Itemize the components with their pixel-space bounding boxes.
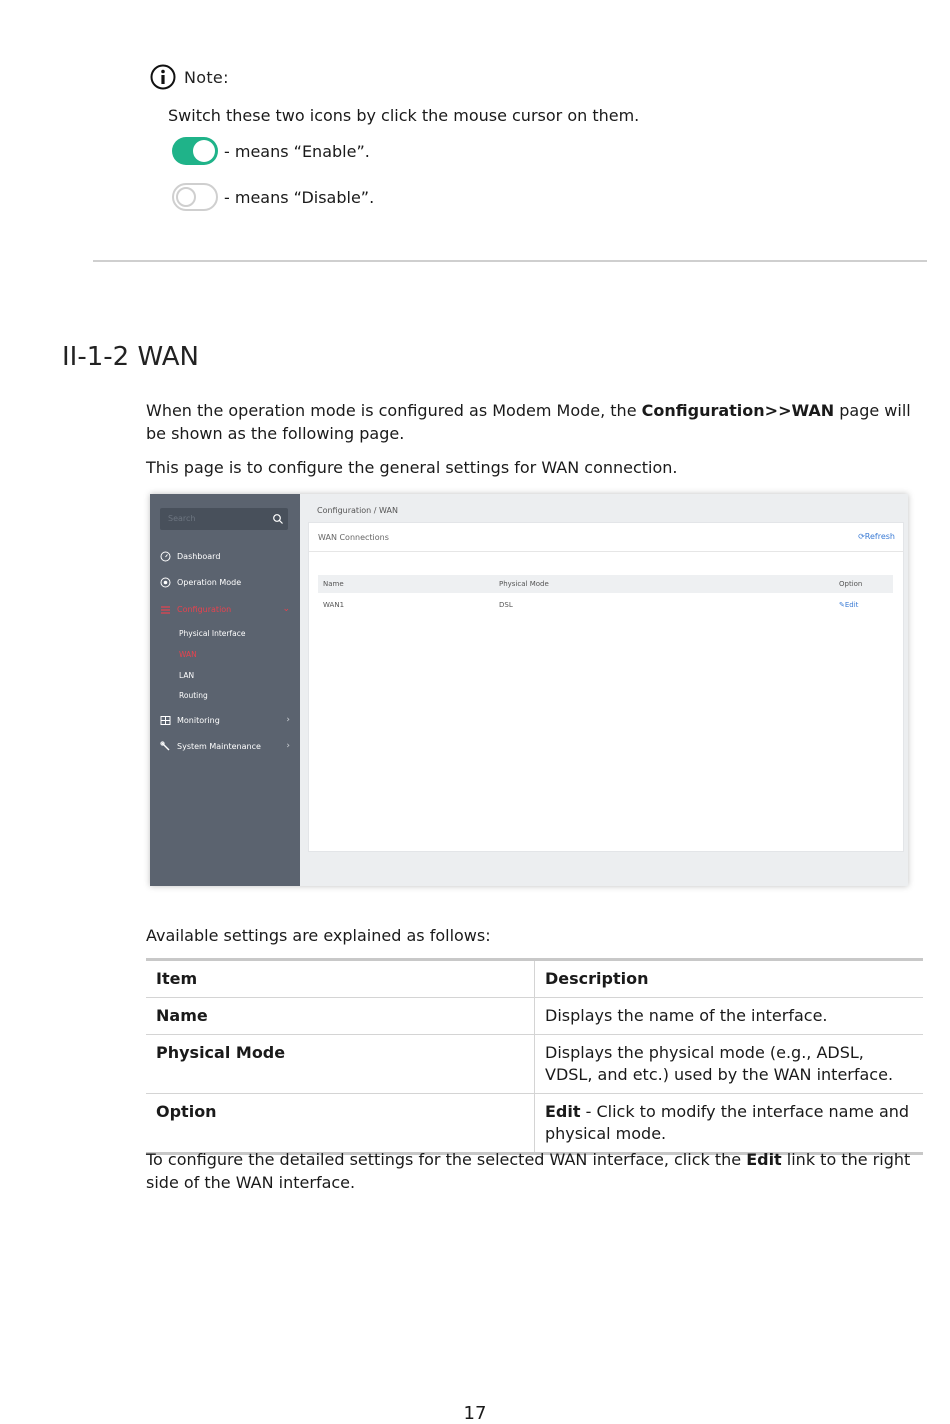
info-icon bbox=[150, 64, 176, 90]
column-name: Name bbox=[323, 580, 344, 588]
row-mode: DSL bbox=[499, 601, 513, 609]
row-description: Edit - Click to modify the interface name and physical mode. bbox=[535, 1094, 924, 1154]
note-body bbox=[168, 106, 639, 211]
row-name: WAN1 bbox=[323, 601, 345, 609]
refresh-icon: ⟳ bbox=[858, 532, 865, 541]
enable-text: - means “Enable”. bbox=[224, 141, 370, 161]
header-description: Description bbox=[535, 960, 924, 998]
intro-paragraph-2: This page is to configure the general settings for WAN connection. bbox=[146, 458, 678, 477]
closing-paragraph: To configure the detailed settings for the selected WAN interface, click the Edit link to the right side of the WAN interface. bbox=[146, 1150, 911, 1192]
intro-paragraph: When the operation mode is configured as Modem Mode, the Configuration>>WAN page will be shown as the following page. bbox=[146, 401, 911, 443]
edit-link[interactable]: ✎Edit bbox=[839, 601, 859, 609]
nav-configuration[interactable]: Configuration ⌄ bbox=[160, 604, 290, 615]
sliders-icon bbox=[160, 604, 171, 615]
menu-path: Configuration>>WAN bbox=[641, 401, 835, 420]
nav-monitoring[interactable]: Monitoring › bbox=[160, 715, 290, 726]
monitor-icon bbox=[160, 715, 171, 726]
disable-text: - means “Disable”. bbox=[224, 187, 375, 207]
note-header bbox=[150, 64, 229, 90]
toggle-enabled-icon[interactable] bbox=[172, 137, 218, 165]
table-row bbox=[146, 998, 923, 1035]
section-title: II-1-2 WAN bbox=[62, 342, 199, 372]
wan-screenshot bbox=[150, 494, 908, 886]
nav-dashboard[interactable]: Dashboard bbox=[160, 551, 290, 562]
row-description: Displays the name of the interface. bbox=[535, 998, 924, 1035]
enable-row bbox=[172, 137, 639, 165]
toggle-disabled-icon[interactable] bbox=[172, 183, 218, 211]
search-input[interactable]: Search bbox=[160, 508, 288, 530]
column-option: Option bbox=[839, 580, 863, 588]
table-header bbox=[318, 575, 893, 593]
page-number: 17 bbox=[463, 1403, 487, 1424]
sidebar bbox=[150, 494, 300, 886]
table-row bbox=[146, 1035, 923, 1094]
main-content bbox=[300, 494, 908, 886]
subnav-lan[interactable]: LAN bbox=[179, 671, 195, 680]
row-item: Option bbox=[156, 1102, 217, 1121]
subnav-wan[interactable]: WAN bbox=[179, 650, 197, 659]
subnav-physical-interface[interactable]: Physical Interface bbox=[179, 629, 246, 638]
breadcrumb: Configuration / WAN bbox=[317, 506, 398, 515]
panel-divider bbox=[309, 551, 903, 552]
subnav-routing[interactable]: Routing bbox=[179, 691, 208, 700]
wrench-icon bbox=[160, 741, 171, 752]
table-header-row bbox=[146, 960, 923, 998]
note-label: Note: bbox=[184, 67, 229, 87]
refresh-button[interactable]: ⟳Refresh bbox=[858, 532, 895, 541]
nav-operation-mode[interactable]: Operation Mode bbox=[160, 577, 290, 588]
search-icon bbox=[272, 513, 284, 525]
chevron-right-icon: › bbox=[286, 715, 290, 725]
nav-system-maintenance[interactable]: System Maintenance › bbox=[160, 741, 290, 752]
column-physical-mode: Physical Mode bbox=[499, 580, 549, 588]
header-item: Item bbox=[156, 969, 198, 988]
edit-term: Edit bbox=[746, 1150, 782, 1169]
note-instruction: Switch these two icons by click the mouse cursor on them. bbox=[168, 106, 640, 125]
chevron-right-icon: › bbox=[286, 741, 290, 751]
divider bbox=[93, 260, 927, 262]
table-caption: Available settings are explained as follows: bbox=[146, 926, 491, 945]
table-row bbox=[146, 1094, 923, 1154]
pencil-icon: ✎ bbox=[839, 601, 845, 609]
wan-connections-panel bbox=[308, 522, 904, 852]
panel-title: WAN Connections bbox=[318, 533, 389, 542]
row-item: Name bbox=[156, 1006, 208, 1025]
gauge-icon bbox=[160, 551, 171, 562]
settings-icon bbox=[160, 577, 171, 588]
settings-table bbox=[146, 958, 923, 1155]
chevron-down-icon: ⌄ bbox=[282, 604, 290, 614]
row-item: Physical Mode bbox=[156, 1043, 286, 1062]
disable-row bbox=[172, 183, 639, 211]
row-description: Displays the physical mode (e.g., ADSL, VDSL, and etc.) used by the WAN interface. bbox=[535, 1035, 924, 1094]
